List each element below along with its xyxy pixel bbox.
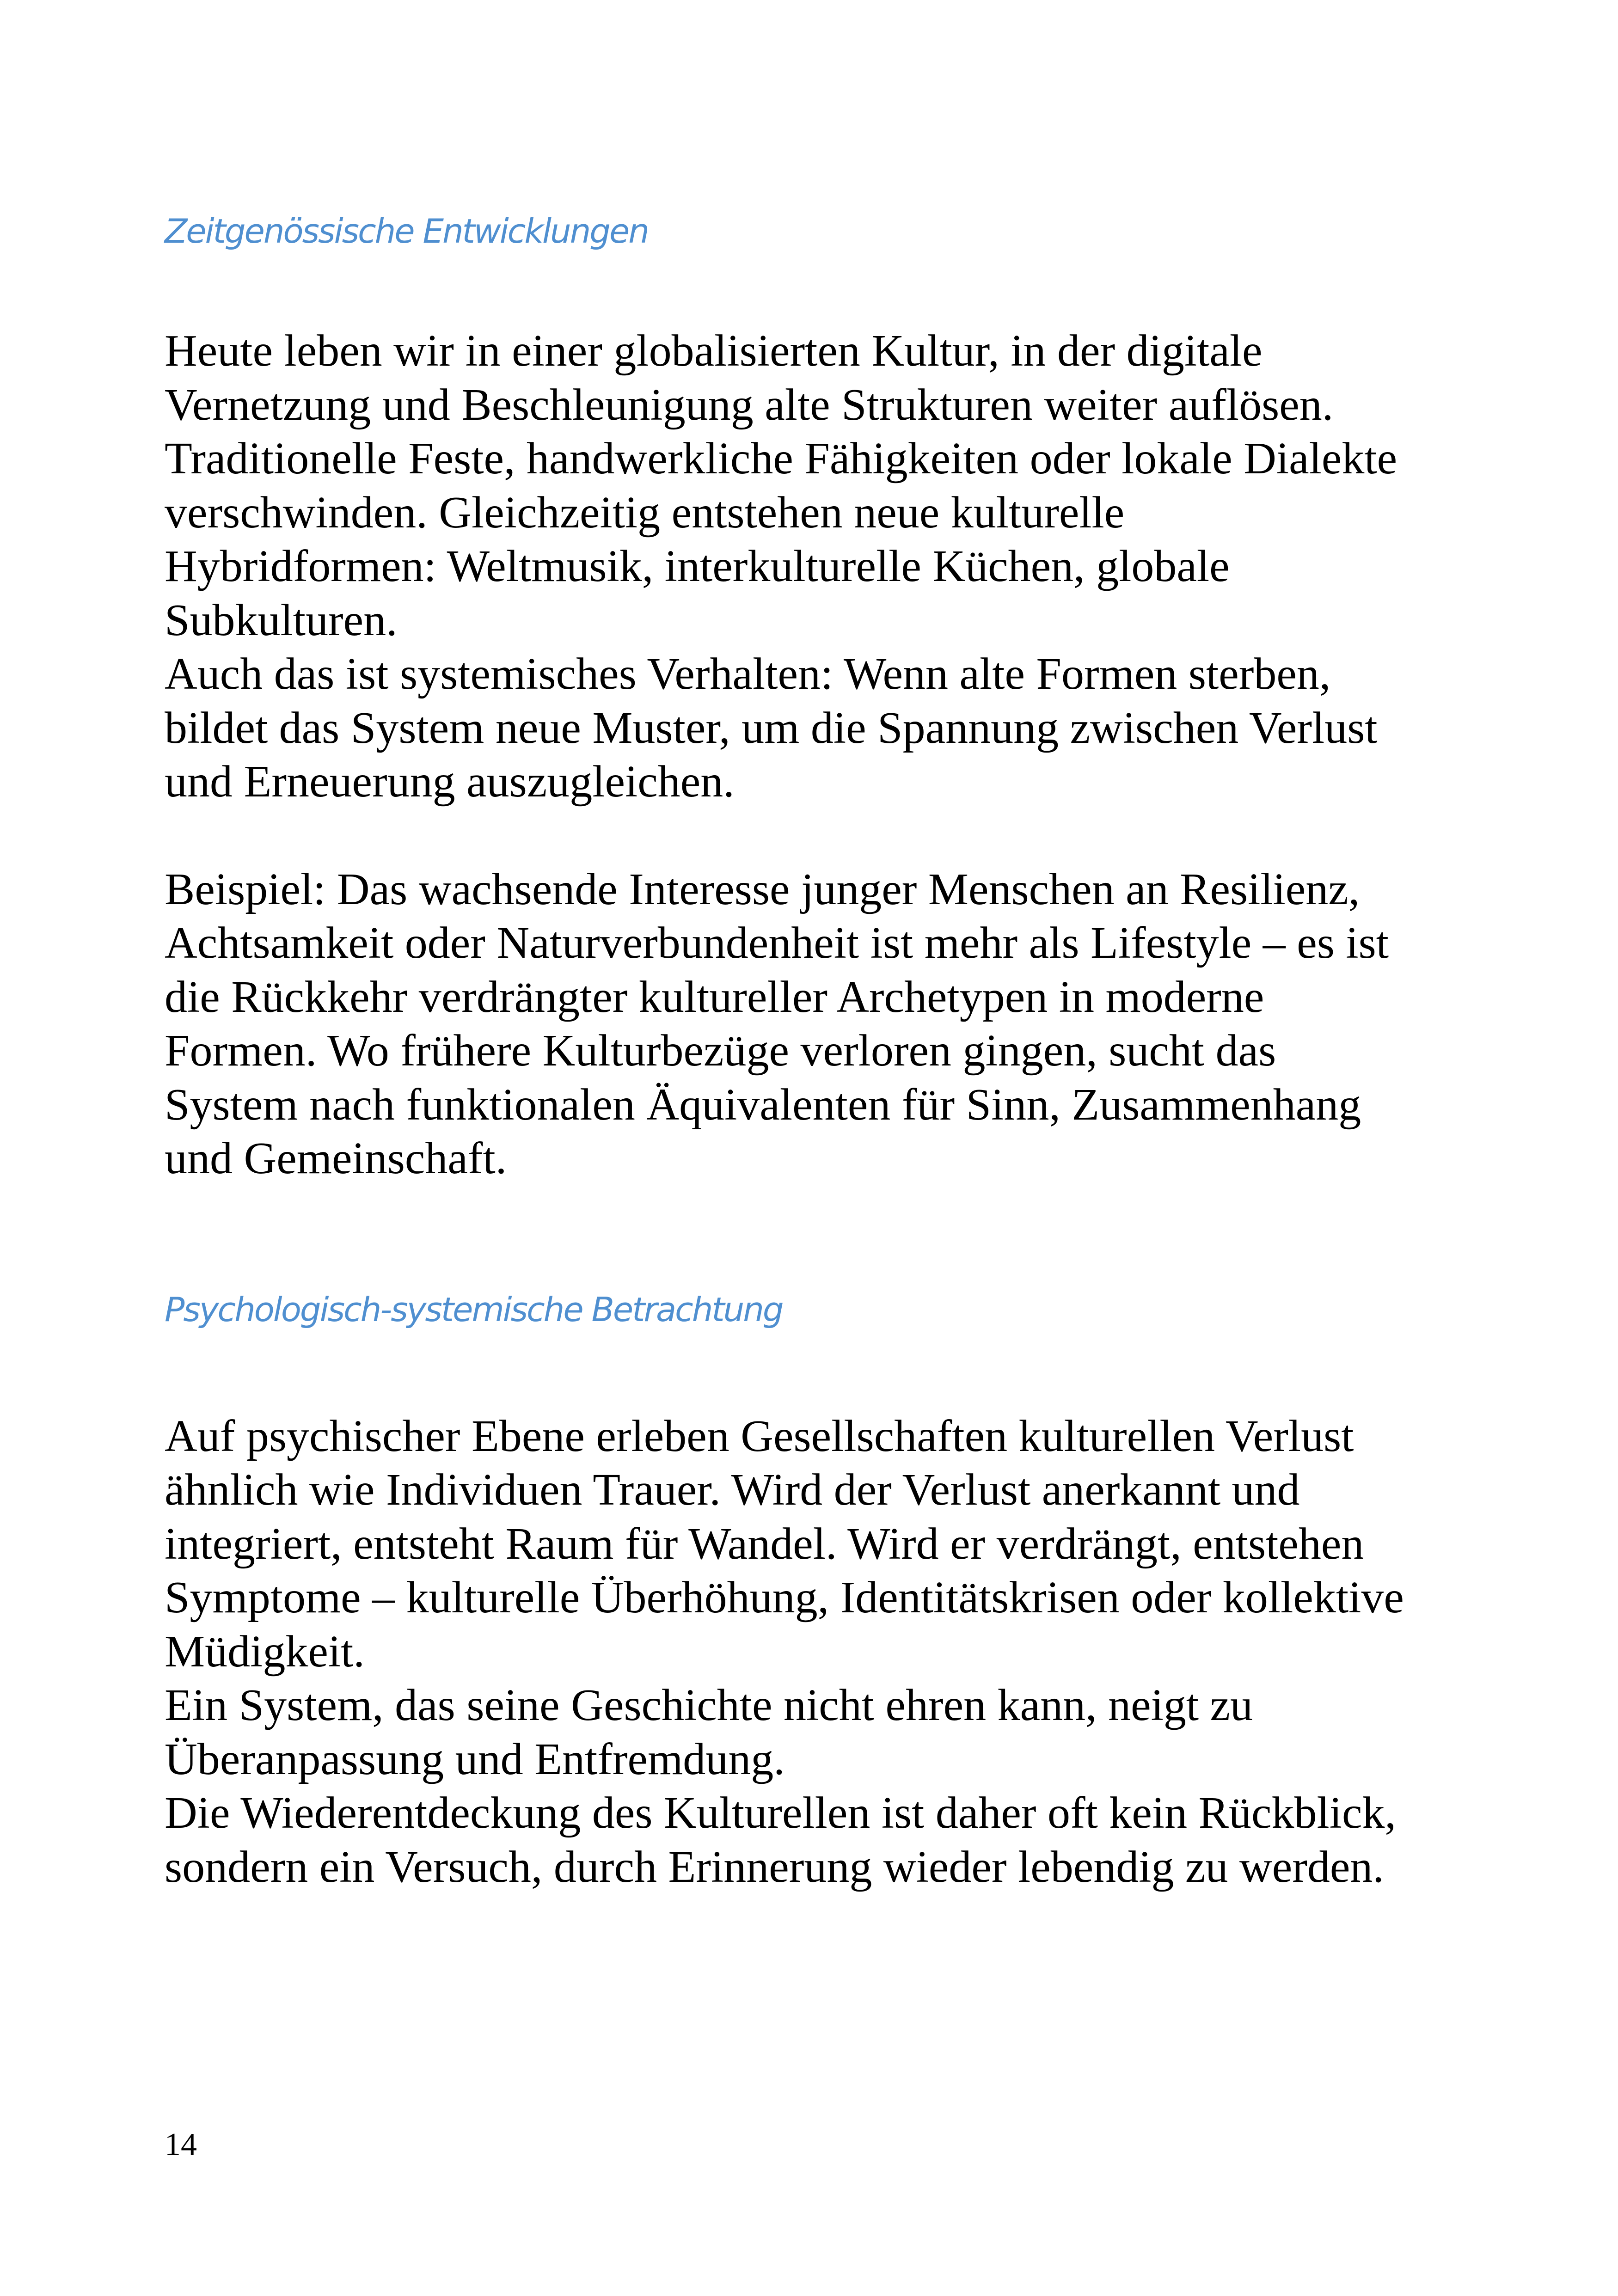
- text-line: ähnlich wie Individuen Trauer. Wird der Verlust anerkannt und: [165, 1465, 1300, 1515]
- text-line: und Erneuerung auszugleichen.: [165, 757, 735, 807]
- text-line: Formen. Wo frühere Kulturbezüge verloren gingen, sucht das: [165, 1026, 1276, 1076]
- text-line: Subkulturen.: [165, 595, 398, 645]
- text-line: Heute leben wir in einer globalisierten Kultur, in der digitale: [165, 326, 1263, 376]
- text-line: Symptome – kulturelle Überhöhung, Identitätskrisen oder kollektive: [165, 1573, 1404, 1623]
- paragraph-beispiel: [165, 863, 1482, 1186]
- text-line: Überanpassung und Entfremdung.: [165, 1734, 785, 1784]
- text-line: Achtsamkeit oder Naturverbundenheit ist mehr als Lifestyle – es ist: [165, 918, 1389, 968]
- section-heading-zeitgenoessische-entwicklungen: Zeitgenössische Entwicklungen: [165, 212, 648, 251]
- text-line: bildet das System neue Muster, um die Spannung zwischen Verlust: [165, 703, 1378, 753]
- text-line: die Rückkehr verdrängter kultureller Archetypen in moderne: [165, 972, 1264, 1022]
- page-content: [165, 208, 1482, 1894]
- paragraph-psychische-ebene: [165, 1409, 1482, 1894]
- text-line: Ein System, das seine Geschichte nicht ehren kann, neigt zu: [165, 1680, 1253, 1730]
- text-line: Hybridformen: Weltmusik, interkulturelle Küchen, globale: [165, 541, 1230, 591]
- text-line: Die Wiederentdeckung des Kulturellen ist daher oft kein Rückblick,: [165, 1788, 1396, 1838]
- text-line: Auf psychischer Ebene erleben Gesellschaften kulturellen Verlust: [165, 1411, 1354, 1461]
- text-line: integriert, entsteht Raum für Wandel. Wird er verdrängt, entstehen: [165, 1518, 1364, 1569]
- text-line: Beispiel: Das wachsende Interesse junger Menschen an Resilienz,: [165, 864, 1360, 914]
- text-line: verschwinden. Gleichzeitig entstehen neue kulturelle: [165, 487, 1125, 538]
- text-line: Traditionelle Feste, handwerkliche Fähigkeiten oder lokale Dialekte: [165, 434, 1397, 484]
- text-line: Auch das ist systemisches Verhalten: Wenn alte Formen sterben,: [165, 649, 1331, 699]
- section-heading-psychologisch-systemische-betrachtung: Psychologisch-systemische Betrachtung: [165, 1290, 783, 1329]
- text-line: sondern ein Versuch, durch Erinnerung wieder lebendig zu werden.: [165, 1842, 1384, 1892]
- paragraph-globalisierte-kultur: [165, 324, 1482, 809]
- text-line: und Gemeinschaft.: [165, 1133, 507, 1183]
- page-number: 14: [165, 2127, 197, 2162]
- text-line: Vernetzung und Beschleunigung alte Strukturen weiter auflösen.: [165, 380, 1334, 430]
- text-line: Müdigkeit.: [165, 1626, 365, 1677]
- text-line: System nach funktionalen Äquivalenten für Sinn, Zusammenhang: [165, 1079, 1361, 1130]
